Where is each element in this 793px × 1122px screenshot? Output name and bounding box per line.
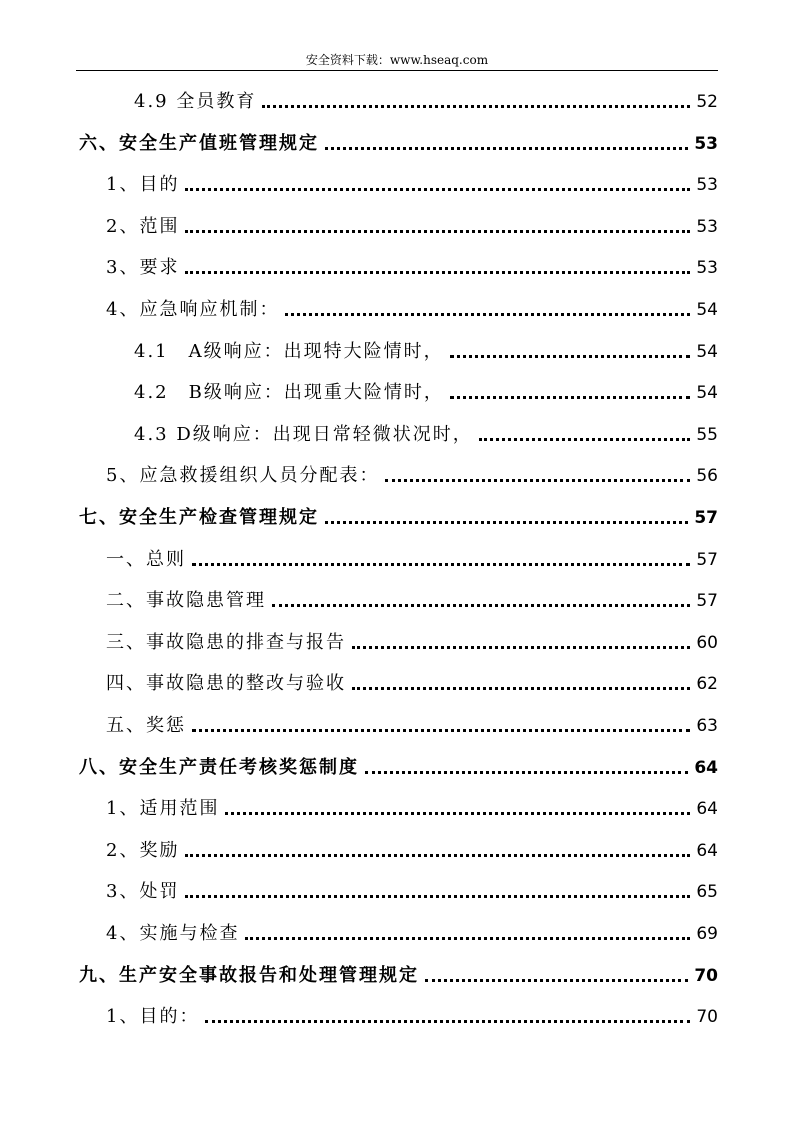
toc-leader-dots — [245, 937, 690, 940]
toc-leader-dots — [192, 729, 690, 732]
toc-entry-title: 3、要求 — [106, 257, 180, 279]
toc-entry[interactable] — [106, 625, 718, 655]
toc-leader-dots — [185, 895, 690, 898]
toc-leader-dots — [425, 979, 688, 982]
toc-leader-dots — [185, 230, 690, 233]
toc-entry-page-number: 62 — [696, 674, 718, 695]
toc-entry[interactable] — [106, 874, 718, 904]
toc-entry-page-number: 52 — [696, 92, 718, 112]
toc-entry-title: 1、适用范围 — [106, 798, 220, 820]
toc-entry[interactable] — [79, 750, 718, 780]
toc-entry-title: 六、安全生产值班管理规定 — [79, 132, 319, 154]
toc-entry[interactable] — [134, 417, 718, 447]
toc-leader-dots — [352, 646, 690, 649]
toc-entry-page-number: 63 — [696, 716, 718, 736]
toc-entry-page-number: 57 — [696, 549, 718, 570]
toc-entry-page-number: 53 — [694, 133, 718, 154]
toc-entry[interactable] — [79, 958, 718, 988]
toc-leader-dots — [450, 396, 690, 399]
toc-entry-page-number: 54 — [696, 300, 718, 320]
toc-leader-dots — [225, 812, 690, 815]
toc-entry-title: 八、安全生产责任考核奖惩制度 — [79, 756, 359, 778]
toc-leader-dots — [185, 188, 690, 191]
toc-entry-page-number: 56 — [696, 466, 718, 487]
toc-entry-page-number: 53 — [696, 258, 718, 279]
toc-entry-title: 4.1 A级响应：出现特大险情时， — [134, 340, 444, 362]
toc-entry[interactable] — [106, 708, 718, 738]
toc-leader-dots — [479, 438, 690, 441]
toc-entry-title: 3、处罚 — [106, 881, 180, 903]
toc-leader-dots — [450, 355, 690, 358]
page-header: 安全资料下载：www.hseaq.com — [305, 53, 489, 67]
toc-leader-dots — [272, 604, 690, 607]
toc-entry-title: 一、总则 — [106, 548, 186, 570]
toc-entry-title: 4、应急响应机制： — [106, 299, 280, 320]
toc-entry-page-number: 55 — [696, 424, 718, 445]
toc-leader-dots — [365, 771, 688, 774]
toc-leader-dots — [285, 313, 690, 316]
toc-entry-page-number: 64 — [696, 799, 718, 820]
toc-leader-dots — [352, 687, 690, 690]
toc-leader-dots — [205, 1020, 690, 1023]
toc-entry[interactable] — [106, 292, 718, 322]
toc-entry-page-number: 64 — [694, 757, 718, 778]
toc-entry-title: 4、实施与检查 — [106, 923, 240, 944]
toc-leader-dots — [192, 563, 690, 566]
toc-entry[interactable] — [106, 999, 718, 1029]
toc-entry-page-number: 53 — [696, 175, 718, 196]
toc-entry-title: 三、事故隐患的排查与报告 — [106, 631, 346, 653]
toc-entry-page-number: 54 — [696, 341, 718, 362]
toc-entry-page-number: 70 — [694, 965, 718, 986]
toc-entry-title: 1、目的： — [106, 1006, 200, 1028]
toc-leader-dots — [325, 521, 688, 524]
toc-entry[interactable] — [106, 167, 718, 197]
toc-entry-page-number: 57 — [696, 591, 718, 612]
toc-entry-title: 2、范围 — [106, 215, 180, 237]
toc-leader-dots — [185, 271, 690, 274]
toc-entry[interactable] — [79, 126, 718, 156]
toc-entry[interactable] — [106, 666, 718, 696]
toc-entry-page-number: 53 — [696, 216, 718, 237]
toc-entry-page-number: 70 — [696, 1007, 718, 1028]
toc-entry[interactable] — [106, 916, 718, 946]
toc-entry-page-number: 60 — [696, 632, 718, 653]
toc-entry[interactable] — [106, 791, 718, 821]
toc-entry[interactable] — [106, 209, 718, 239]
toc-entry-title: 五、奖惩 — [106, 715, 186, 736]
toc-leader-dots — [385, 479, 690, 482]
toc-entry[interactable] — [134, 375, 718, 405]
toc-leader-dots — [262, 105, 690, 108]
toc-entry-title: 5、应急救援组织人员分配表： — [106, 465, 380, 487]
toc-entry-title: 九、生产安全事故报告和处理管理规定 — [79, 964, 419, 986]
toc-entry-page-number: 69 — [696, 924, 718, 944]
toc-entry-title: 四、事故隐患的整改与验收 — [106, 673, 346, 695]
toc-entry-page-number: 54 — [696, 383, 718, 404]
header-rule — [76, 70, 718, 71]
toc-entry-page-number: 64 — [696, 840, 718, 861]
toc-entry-title: 七、安全生产检查管理规定 — [79, 507, 319, 528]
toc-entry-title: 2、奖励 — [106, 839, 180, 861]
toc-leader-dots — [325, 147, 688, 150]
toc-entry[interactable] — [106, 542, 718, 572]
toc-entry-title: 4.9 全员教育 — [134, 91, 257, 112]
toc-entry[interactable] — [134, 334, 718, 364]
toc-entry-title: 4.3 D级响应：出现日常轻微状况时， — [134, 423, 473, 445]
toc-entry[interactable] — [134, 84, 718, 114]
toc-entry-page-number: 65 — [696, 882, 718, 903]
toc-entry-page-number: 57 — [694, 508, 718, 528]
toc-entry-title: 二、事故隐患管理 — [106, 590, 266, 612]
toc-entry[interactable] — [106, 458, 718, 488]
toc-entry[interactable] — [79, 500, 718, 530]
toc-entry-title: 4.2 B级响应：出现重大险情时， — [134, 382, 444, 404]
toc-entry[interactable] — [106, 250, 718, 280]
toc-entry[interactable] — [106, 583, 718, 613]
toc-entry[interactable] — [106, 833, 718, 863]
toc-leader-dots — [185, 854, 690, 857]
toc-entry-title: 1、目的 — [106, 174, 180, 196]
